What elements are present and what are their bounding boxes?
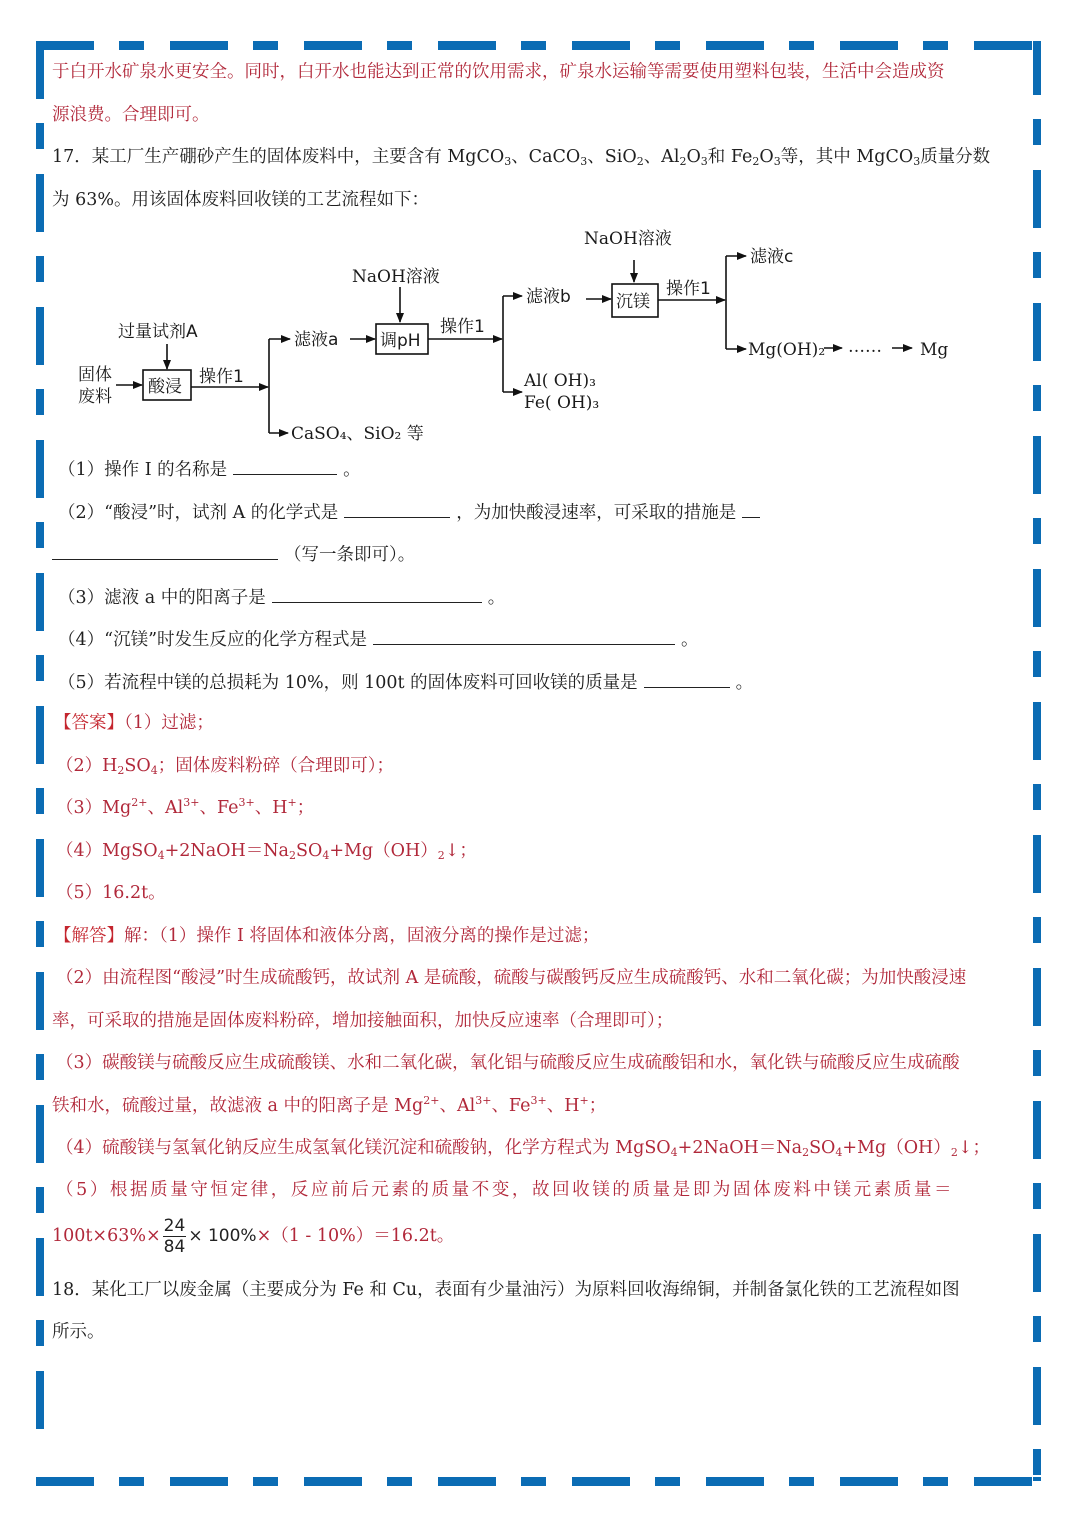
- answer-tag: 【答案】: [54, 713, 124, 733]
- question-text: （4）“沉镁”时发生反应的化学方程式是: [58, 630, 368, 650]
- solution-line-5: [52, 1094, 606, 1118]
- subscript: 3: [913, 155, 921, 168]
- solution-text: 解：（1）操作 I 将固体和液体分离，固液分离的操作是过滤；: [124, 926, 600, 946]
- q17-stem-text: O: [686, 147, 701, 167]
- superscript: 3+: [238, 796, 255, 809]
- answer-blank-4[interactable]: [373, 626, 675, 645]
- operation-1-label: 操作1: [199, 367, 244, 387]
- filtrate-b-label: 滤液b: [526, 287, 571, 307]
- superscript: +: [579, 1094, 589, 1107]
- operation-1-label: 操作1: [440, 317, 485, 337]
- q17-stem-text: 、SiO: [587, 147, 637, 167]
- precipitate-mg-box: 沉镁: [616, 292, 650, 312]
- superscript: +: [287, 796, 297, 809]
- solution-line-4: （3）碳酸镁与硫酸反应生成硫酸镁、水和二氧化碳，氧化铝与硫酸反应生成硫酸铝和水，氧化铁与硫酸反应生成硫酸: [56, 1053, 960, 1073]
- filtrate-a-label: 滤液a: [294, 330, 339, 350]
- answer-text: （4）MgSO: [56, 841, 158, 861]
- q17-stem-text: 17．某工厂生产硼砂产生的固体废料中，主要含有 MgCO: [52, 147, 505, 167]
- solution-line-3: 率，可采取的措施是固体废料粉碎，增加接触面积，加快反应速率（合理即可）；: [52, 1011, 674, 1031]
- superscript: 3+: [530, 1094, 547, 1107]
- solution-text: +Mg（OH）: [842, 1138, 951, 1158]
- solution-text: 、Fe: [491, 1096, 531, 1116]
- question-4: [58, 626, 699, 652]
- answer-line-4: [56, 839, 477, 863]
- question-text: （5）若流程中镁的总损耗为 10%，则 100t 的固体废料可回收镁的质量是: [58, 673, 638, 693]
- naoh-solution-label: NaOH溶液: [584, 229, 672, 249]
- q18-stem-line-2: 所示。: [52, 1322, 105, 1342]
- solution-text: 、H: [546, 1096, 580, 1116]
- subscript: 4: [157, 849, 165, 862]
- solution-text: （4）硫酸镁与氢氧化钠反应生成氢氧化镁沉淀和硫酸钠，化学方程式为 MgSO: [56, 1138, 671, 1158]
- answer-line-2: [56, 754, 394, 778]
- answer-text: 、Fe: [199, 798, 239, 818]
- solution-line-1: [54, 924, 599, 948]
- reagent-a-label: 过量试剂A: [118, 322, 198, 342]
- question-text: （1）操作 I 的名称是: [58, 460, 228, 480]
- solution-text: × 100%: [188, 1226, 257, 1246]
- answer-text: +Mg（OH）: [329, 841, 438, 861]
- subscript: 3: [504, 155, 512, 168]
- answer-blank-2b[interactable]: [742, 499, 760, 518]
- page-border-bottom: [36, 1477, 1040, 1486]
- answer-text: +2NaOH＝Na: [164, 841, 289, 861]
- q17-stem-text: 和 Fe: [707, 147, 753, 167]
- subscript: 4: [322, 849, 330, 862]
- question-5: [58, 669, 753, 695]
- q17-stem-text: 等，其中 MgCO: [780, 147, 914, 167]
- naoh-solution-label: NaOH溶液: [352, 267, 440, 287]
- solution-text: SO: [809, 1138, 836, 1158]
- ellipsis-label: ……: [848, 337, 882, 357]
- superscript: 3+: [183, 796, 200, 809]
- answer-text: （2）H: [56, 756, 118, 776]
- solution-line-8: [52, 1214, 454, 1258]
- answer-line-3: [56, 796, 314, 820]
- subscript: 2: [802, 1146, 810, 1159]
- answer-text: 、Al: [147, 798, 184, 818]
- question-text: （2）“酸浸”时，试剂 A 的化学式是: [58, 503, 339, 523]
- subscript: 2: [636, 155, 644, 168]
- question-2-line-2: [52, 541, 415, 567]
- answer-blank-2a[interactable]: [344, 499, 450, 518]
- mg-hydroxide-label: Mg(OH)₂: [748, 340, 826, 360]
- answer-text: ；: [296, 798, 315, 818]
- answer-blank-1[interactable]: [233, 456, 337, 475]
- solution-line-6: [56, 1136, 990, 1160]
- answer-text: ↓；: [444, 841, 477, 861]
- fraction-24-84: [163, 1216, 187, 1257]
- answer-blank-5[interactable]: [644, 669, 730, 688]
- solution-text: ；: [588, 1096, 607, 1116]
- subscript: 3: [580, 155, 588, 168]
- solution-text: 100t×63%×: [52, 1226, 161, 1246]
- subscript: 4: [150, 764, 158, 777]
- precipitate-al-oh3: Al( OH)₃: [524, 371, 596, 391]
- answer-line-5: （5）16.2t。: [56, 883, 166, 903]
- subscript: 2: [950, 1146, 958, 1159]
- superscript: 2+: [423, 1094, 440, 1107]
- punctuation: 。: [343, 460, 361, 480]
- question-text: （写一条即可）。: [284, 545, 416, 565]
- solution-text: ↓；: [957, 1138, 990, 1158]
- q17-stem-line-2: 为 63%。用该固体废料回收镁的工艺流程如下：: [52, 190, 429, 210]
- question-3: [58, 584, 505, 610]
- subscript: 2: [437, 849, 445, 862]
- q17-stem-text: 、CaCO: [511, 147, 581, 167]
- q17-stem-text: 质量分数: [920, 147, 991, 167]
- answer-text: （1）过滤；: [124, 713, 214, 733]
- answer-text: 、H: [254, 798, 288, 818]
- question-2: [58, 499, 766, 525]
- answer-line-1: [54, 711, 214, 735]
- subscript: 4: [835, 1146, 843, 1159]
- adjust-ph-box: 调pH: [380, 331, 421, 351]
- question-text: （3）滤液 a 中的阳离子是: [58, 588, 266, 608]
- solution-line-2: （2）由流程图“酸浸”时生成硫酸钙，故试剂 A 是硫酸，硫酸与碳酸钙反应生成硫酸钙、水和二氧化碳；为加快酸浸速: [56, 968, 967, 988]
- q17-stem-text: O: [759, 147, 774, 167]
- answer-text: SO: [124, 756, 151, 776]
- magnesium-product-label: Mg: [920, 340, 949, 360]
- subscript: 2: [679, 155, 687, 168]
- answer-blank-2b-continued[interactable]: [52, 541, 278, 560]
- answer-text: （3）Mg: [56, 798, 132, 818]
- fraction-numerator: 24: [163, 1216, 186, 1236]
- subscript: 3: [700, 155, 708, 168]
- solution-text: 、Al: [439, 1096, 476, 1116]
- answer-text: SO: [296, 841, 323, 861]
- superscript: 3+: [475, 1094, 492, 1107]
- filtrate-c-label: 滤液c: [750, 247, 794, 267]
- prev-answer-line-2: 源浪费。合理即可。: [52, 105, 210, 125]
- superscript: 2+: [131, 796, 148, 809]
- question-text: ，为加快酸浸速率，可采取的措施是: [456, 503, 737, 523]
- subscript: 3: [773, 155, 781, 168]
- answer-blank-3[interactable]: [272, 584, 482, 603]
- acid-leach-box: 酸浸: [148, 377, 182, 397]
- solution-text: ×（1 - 10%）＝16.2t。: [256, 1226, 455, 1246]
- q18-stem-line-1: 18．某化工厂以废金属（主要成分为 Fe 和 Cu，表面有少量油污）为原料回收海绵铜，并制备氯化铁的工艺流程如图: [52, 1280, 960, 1300]
- solution-text: +2NaOH＝Na: [677, 1138, 803, 1158]
- question-1: [58, 456, 361, 482]
- q17-stem-text: 、Al: [643, 147, 680, 167]
- residue-label: CaSO₄、SiO₂ 等: [291, 424, 424, 444]
- subscript: 2: [117, 764, 125, 777]
- prev-answer-line-1: 于白开水矿泉水更安全。同时，白开水也能达到正常的饮用需求，矿泉水运输等需要使用塑料包装，生活中会造成资: [52, 62, 945, 82]
- punctuation: 。: [487, 588, 506, 608]
- page-border-right: [1033, 41, 1041, 1481]
- page-border-top: [36, 41, 1040, 50]
- process-flowchart: [70, 222, 990, 452]
- solution-line-7: （5）根据质量守恒定律，反应前后元素的质量不变，故回收镁的质量是即为固体废料中镁元素质量＝: [56, 1180, 955, 1200]
- solution-text: 铁和水，硫酸过量，故滤液 a 中的阳离子是 Mg: [52, 1096, 424, 1116]
- raw-material-label: 固体: [78, 365, 112, 385]
- solution-tag: 【解答】: [54, 926, 124, 946]
- subscript: 4: [670, 1146, 678, 1159]
- fraction-denominator: 84: [163, 1237, 186, 1257]
- answer-text: ；固体废料粉碎（合理即可）；: [157, 756, 394, 776]
- subscript: 2: [752, 155, 760, 168]
- precipitate-fe-oh3: Fe( OH)₃: [524, 393, 600, 413]
- punctuation: 。: [735, 673, 754, 693]
- subscript: 2: [289, 849, 296, 862]
- operation-1-label: 操作1: [666, 279, 711, 299]
- page-border-left: [36, 41, 44, 1451]
- punctuation: 。: [681, 630, 699, 650]
- raw-material-label: 废料: [78, 387, 112, 407]
- q17-stem-line-1: [52, 145, 990, 169]
